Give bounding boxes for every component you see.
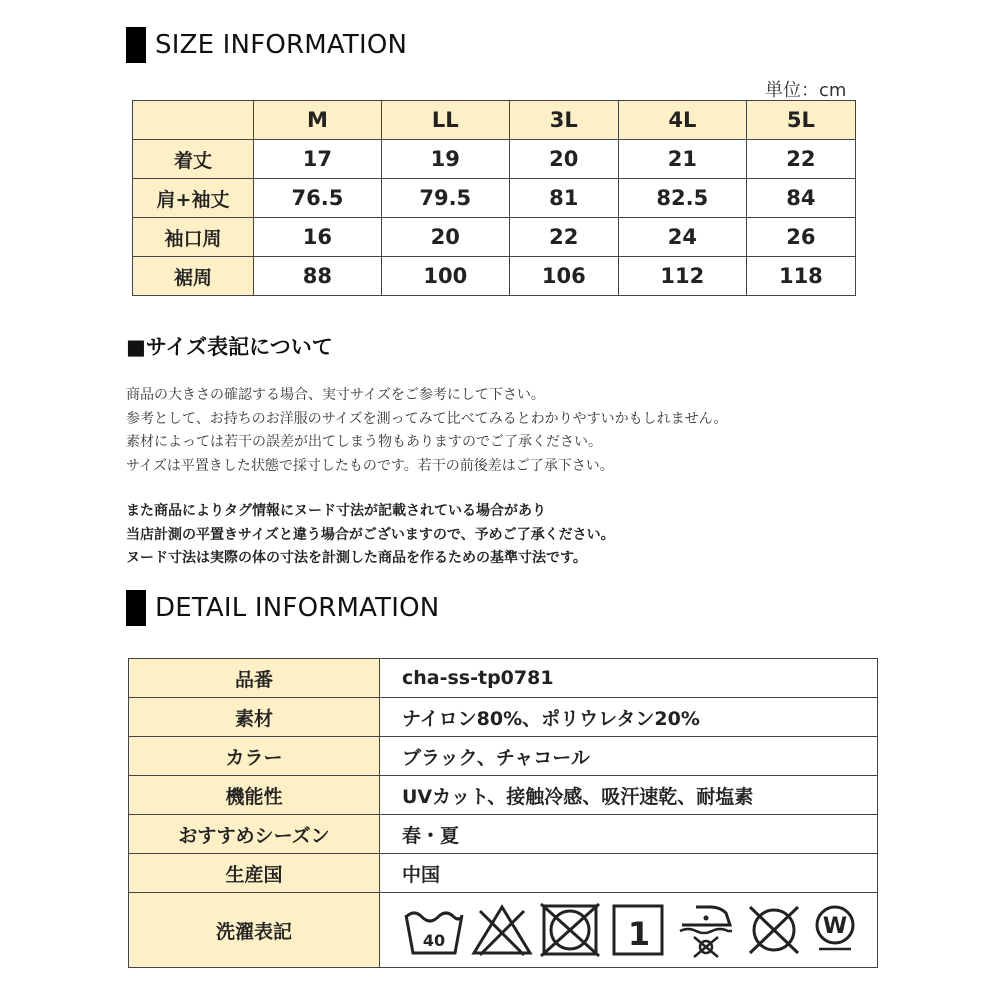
size-cell: 22 (746, 140, 855, 179)
detail-row (129, 776, 878, 815)
dry-count: 1 (627, 915, 651, 953)
care-icons-cell (380, 893, 878, 968)
size-cell: 22 (509, 218, 618, 257)
detail-row (129, 737, 878, 776)
unit-label: 単位：cm (765, 80, 847, 101)
size-cell: 26 (746, 218, 855, 257)
size-cell: 16 (254, 218, 382, 257)
size-row (133, 257, 856, 296)
size-cell: 79.5 (381, 179, 509, 218)
size-row (133, 140, 856, 179)
detail-row (129, 659, 878, 698)
size-col-header: LL (381, 101, 509, 140)
notes-line: サイズは平置きした状態で採寸したものです。若干の前後差はご了承下さい。 (126, 457, 614, 474)
wet-clean-icon (810, 901, 860, 959)
iron-low-icon (674, 901, 738, 959)
size-corner-cell (133, 101, 254, 140)
notes-paragraph-1 (126, 384, 727, 478)
detail-label: カラー (129, 737, 380, 776)
size-row-label: 袖口周 (133, 218, 254, 257)
notes-title: ■サイズ表記について (126, 335, 333, 359)
notes-line: 素材によっては若干の誤差が出てしまう物もありますのでご了承ください。 (126, 434, 602, 450)
size-header-row (133, 101, 856, 140)
line-dry-icon (606, 901, 670, 959)
size-row (133, 179, 856, 218)
size-col-header: 5L (746, 101, 855, 140)
detail-row (129, 815, 878, 854)
wash-40-icon (402, 901, 466, 959)
size-cell: 82.5 (618, 179, 746, 218)
size-cell: 118 (746, 257, 855, 296)
no-bleach-icon (470, 901, 534, 959)
size-col-header: 4L (618, 101, 746, 140)
section-marker (126, 27, 146, 63)
notes-line: 参考として、お持ちのお洋服のサイズを測ってみて比べてみるとわかりやすいかもしれません。 (126, 410, 728, 427)
care-label: 洗濯表記 (129, 893, 380, 968)
detail-label: 機能性 (129, 776, 380, 815)
size-cell: 76.5 (254, 179, 382, 218)
detail-label: おすすめシーズン (129, 815, 380, 854)
care-icons (402, 901, 876, 959)
detail-value: 中国 (380, 854, 878, 893)
size-row-label: 裾周 (133, 257, 254, 296)
size-cell: 100 (381, 257, 509, 296)
detail-value: ナイロン80%、ポリウレタン20% (380, 698, 878, 737)
size-cell: 88 (254, 257, 382, 296)
notes-line: ヌード寸法は実際の体の寸法を計測した商品を作るための基準寸法です。 (126, 550, 587, 566)
detail-value: cha-ss-tp0781 (380, 659, 878, 698)
wash-temp: 40 (422, 931, 446, 950)
detail-value: 春・夏 (380, 815, 878, 854)
wet-clean-letter: W (822, 914, 848, 939)
detail-section-header (126, 590, 439, 626)
size-cell: 20 (509, 140, 618, 179)
notes-paragraph-2 (126, 500, 615, 571)
detail-label: 品番 (129, 659, 380, 698)
size-cell: 106 (509, 257, 618, 296)
no-tumble-dry-icon (538, 901, 602, 959)
notes-line: また商品によりタグ情報にヌード寸法が記載されている場合があり (126, 503, 546, 519)
detail-label: 素材 (129, 698, 380, 737)
size-cell: 84 (746, 179, 855, 218)
detail-value: UVカット、接触冷感、吸汗速乾、耐塩素 (380, 776, 878, 815)
detail-value: ブラック、チャコール (380, 737, 878, 776)
size-cell: 21 (618, 140, 746, 179)
size-section-title: SIZE INFORMATION (155, 30, 408, 60)
size-table (132, 100, 856, 296)
size-row-label: 着丈 (133, 140, 254, 179)
detail-row (129, 854, 878, 893)
detail-row (129, 698, 878, 737)
size-cell: 20 (381, 218, 509, 257)
size-col-header: 3L (509, 101, 618, 140)
size-cell: 19 (381, 140, 509, 179)
size-cell: 81 (509, 179, 618, 218)
section-marker (126, 590, 146, 626)
size-row (133, 218, 856, 257)
notes-line: 商品の大きさの確認する場合、実寸サイズをご参考にして下さい。 (126, 387, 545, 403)
detail-label: 生産国 (129, 854, 380, 893)
detail-section-title: DETAIL INFORMATION (155, 593, 440, 623)
size-cell: 24 (618, 218, 746, 257)
size-col-header: M (254, 101, 382, 140)
care-row (129, 893, 878, 968)
notes-line: 当店計測の平置きサイズと違う場合がございますので、予めご了承ください。 (126, 526, 615, 543)
size-section-header (126, 27, 407, 63)
size-row-label: 肩+袖丈 (133, 179, 254, 218)
detail-table (128, 658, 878, 968)
size-cell: 112 (618, 257, 746, 296)
no-dry-clean-icon (742, 901, 806, 959)
size-cell: 17 (254, 140, 382, 179)
